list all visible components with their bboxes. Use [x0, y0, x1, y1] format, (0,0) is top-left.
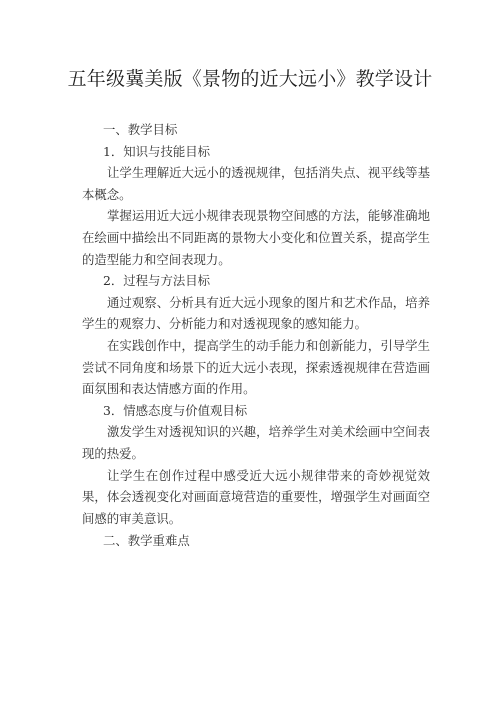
section-heading-key-difficulties: 二、教学重难点 — [103, 533, 190, 549]
paragraph: 在实践创作中，提高学生的动手能力和创新能力，引导学生尝试不同角度和场景下的近大远小表现，探索透视规律在营造画面氛围和表达情感方面的作用。 — [82, 337, 430, 397]
paragraph: 让学生在创作过程中感受近大远小规律带来的奇妙视觉效果，体会透视变化对画面意境营造的重要性，增强学生对画面空间感的审美意识。 — [82, 467, 430, 526]
paragraph: 掌握运用近大远小规律表现景物空间感的方法，能够准确地在绘画中描绘出不同距离的景物大小变化和位置关系，提高学生的造型能力和空间表现力。 — [82, 208, 430, 267]
document-title: 五年级冀美版《景物的近大远小》教学设计 — [67, 68, 433, 90]
subheading-process-methods: 2．过程与方法目标 — [103, 273, 211, 289]
document-body — [82, 118, 430, 552]
paragraph: 激发学生对透视知识的兴趣，培养学生对美术绘画中空间表现的热爱。 — [82, 424, 430, 461]
paragraph: 让学生理解近大远小的透视规律，包括消失点、视平线等基本概念。 — [82, 165, 430, 202]
paragraph: 通过观察、分析具有近大远小现象的图片和艺术作品，培养学生的观察力、分析能力和对透视现象的感知能力。 — [82, 294, 430, 332]
subheading-knowledge-skills: 1．知识与技能目标 — [103, 143, 211, 159]
section-heading-teaching-goals: 一、教学目标 — [103, 122, 178, 137]
subheading-emotion-values: 3．情感态度与价值观目标 — [103, 402, 248, 418]
